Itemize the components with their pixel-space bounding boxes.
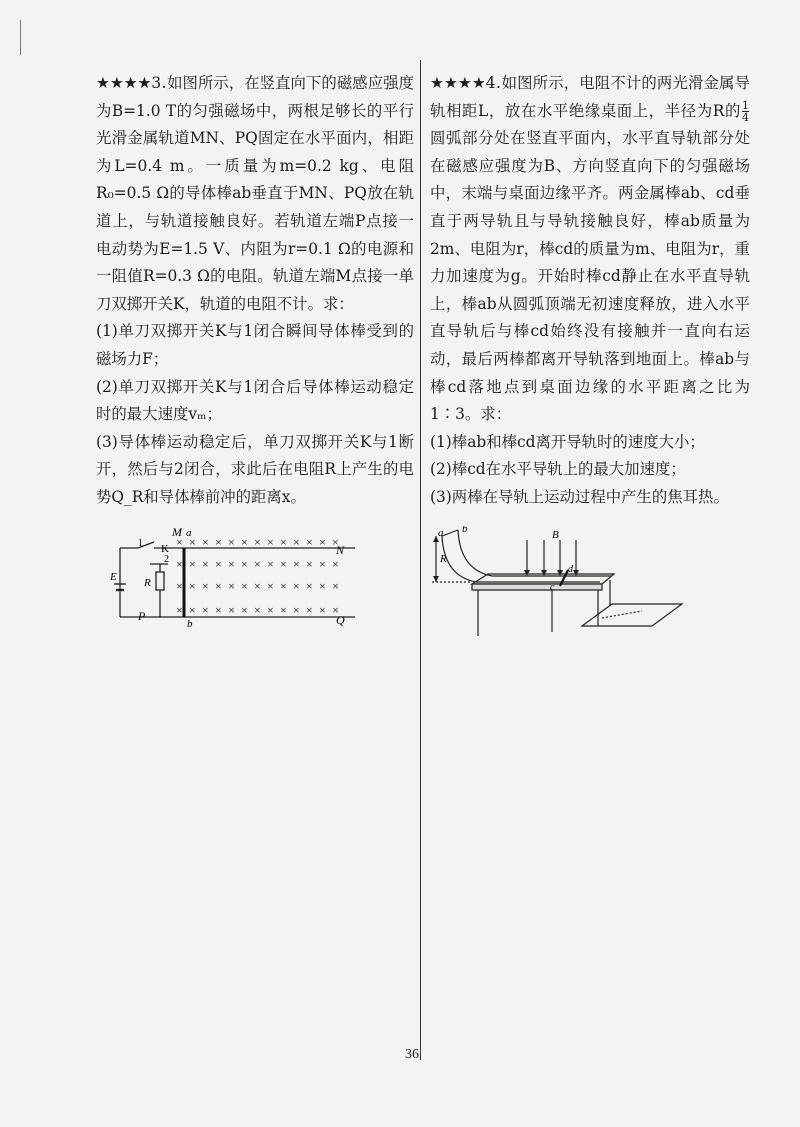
- field-cross: ×: [319, 534, 326, 549]
- scan-mark: [20, 20, 21, 55]
- field-cross: ×: [280, 602, 287, 617]
- field-cross: ×: [202, 578, 209, 593]
- label-2: 2: [164, 553, 169, 565]
- label-E: E: [110, 570, 117, 583]
- field-cross: ×: [267, 578, 274, 593]
- field-cross: ×: [215, 578, 222, 593]
- field-cross: ×: [202, 602, 209, 617]
- field-cross: ×: [319, 556, 326, 571]
- column-divider: [420, 60, 421, 1060]
- field-cross: ×: [293, 602, 300, 617]
- label-a: a: [438, 526, 444, 539]
- problem-4-question-2: (2)棒cd在水平导轨上的最大加速度；: [430, 460, 686, 479]
- field-cross: ×: [189, 556, 196, 571]
- field-cross: ×: [267, 534, 274, 549]
- label-c: c: [550, 581, 555, 593]
- problem-4-statement: [430, 70, 750, 429]
- field-cross: ×: [189, 578, 196, 593]
- label-R: R: [440, 552, 447, 565]
- label-K: K: [161, 542, 169, 555]
- problem-4-apparatus-figure: [432, 526, 692, 646]
- field-cross: ×: [332, 556, 339, 571]
- field-cross: ×: [267, 602, 274, 617]
- problem-4-question-1: (1)棒ab和棒cd离开导轨时的速度大小；: [430, 432, 705, 451]
- problem-3-circuit-figure: [110, 522, 370, 637]
- label-M: M: [172, 524, 182, 539]
- label-d: d: [568, 563, 573, 575]
- problem-3-question-1: (1)单刀双掷开关K与1闭合瞬间导体棒受到的磁场力F；: [96, 322, 414, 368]
- problem-3: [96, 70, 414, 641]
- problem-4: [430, 70, 750, 650]
- problem-4-text-part1: 如图所示，电阻不计的两光滑金属导轨相距L，放在水平绝缘桌面上，半径为R的: [430, 74, 750, 120]
- problem-3-statement: [96, 70, 414, 318]
- difficulty-stars: ★★★★: [430, 74, 486, 92]
- label-Q: Q: [336, 612, 345, 627]
- field-cross: ×: [293, 534, 300, 549]
- field-cross: ×: [241, 534, 248, 549]
- problem-3-text: 如图所示，在竖直向下的磁感应强度为B=1.0 T的匀强磁场中，两根足够长的平行光滑金属轨道MN、PQ固定在水平面内，相距为L=0.4 m。一质量为m=0.2 kg、电阻R₀=0.5 Ω的导体棒ab垂直于MN、PQ放在轨道上，与轨道接触良好。若轨道左端P点接一电动势为E=1.5 V、内阻为r=0.1 Ω的电源和一阻值R=0.3 Ω的电阻。轨道左端M点接一单刀双掷开关K，轨道的电阻不计。求：: [96, 74, 414, 313]
- field-cross: ×: [202, 556, 209, 571]
- problem-4-question-3: (3)两棒在导轨上运动过程中产生的焦耳热。: [430, 487, 729, 506]
- page-number: 36: [405, 1047, 419, 1062]
- field-cross: ×: [306, 556, 313, 571]
- field-cross: ×: [215, 534, 222, 549]
- problem-3-question-2: (2)单刀双掷开关K与1闭合后导体棒运动稳定时的最大速度vₘ；: [96, 377, 414, 424]
- field-cross: ×: [280, 534, 287, 549]
- label-a: a: [186, 526, 192, 539]
- problem-4-text-part2: 圆弧部分处在竖直平面内，水平直导轨部分处在磁感应强度为B、方向竖直向下的匀强磁场中，末端与桌面边缘平齐。两金属棒ab、cd垂直于两导轨且与导轨接触良好，棒ab质量为2m、电阻为r，棒cd的质量为m、电阻为r，重力加速度为g。开始时棒cd静止在水平直导轨上，棒ab从圆弧顶端无初速度释放，进入水平直导轨后与棒cd始终没有接触并一直向右运动，最后两棒都离开导轨落到地面上。棒ab与棒cd落地点到桌面边缘的水平距离之比为1∶3。求：: [430, 129, 750, 424]
- field-cross: ×: [293, 556, 300, 571]
- fraction-numerator: 1: [742, 99, 749, 113]
- label-R: R: [144, 576, 151, 589]
- field-cross: ×: [254, 556, 261, 571]
- quarter-fraction: [742, 100, 749, 123]
- field-cross: ×: [280, 556, 287, 571]
- field-cross: ×: [332, 578, 339, 593]
- field-cross: ×: [215, 556, 222, 571]
- field-cross: ×: [306, 578, 313, 593]
- label-b: b: [187, 617, 193, 630]
- field-cross: ×: [254, 534, 261, 549]
- field-cross: ×: [332, 534, 339, 549]
- field-cross: ×: [228, 556, 235, 571]
- field-cross: ×: [241, 556, 248, 571]
- field-cross: ×: [189, 602, 196, 617]
- field-cross: ×: [202, 534, 209, 549]
- field-cross: ×: [241, 602, 248, 617]
- field-cross: ×: [228, 534, 235, 549]
- field-cross: ×: [215, 602, 222, 617]
- label-P: P: [138, 608, 146, 623]
- field-cross: ×: [254, 578, 261, 593]
- field-cross: ×: [332, 602, 339, 617]
- field-cross: ×: [280, 578, 287, 593]
- field-cross: ×: [319, 578, 326, 593]
- field-cross: ×: [176, 602, 183, 617]
- field-cross: ×: [254, 602, 261, 617]
- label-B: B: [552, 528, 559, 541]
- magnetic-field-crosses: [176, 535, 339, 617]
- field-cross: ×: [267, 556, 274, 571]
- label-N: N: [336, 542, 345, 557]
- field-cross: ×: [319, 602, 326, 617]
- problem-number: 4.: [485, 74, 502, 92]
- field-cross: ×: [189, 534, 196, 549]
- label-b: b: [462, 525, 468, 535]
- difficulty-stars: ★★★★: [96, 74, 152, 92]
- field-cross: ×: [293, 578, 300, 593]
- field-cross: ×: [176, 556, 183, 571]
- field-cross: ×: [241, 578, 248, 593]
- field-cross: ×: [176, 534, 183, 549]
- label-1: 1: [138, 537, 143, 549]
- field-cross: ×: [306, 534, 313, 549]
- fraction-denominator: 4: [742, 111, 749, 125]
- field-cross: ×: [228, 602, 235, 617]
- problem-number: 3.: [151, 74, 168, 92]
- field-cross: ×: [228, 578, 235, 593]
- field-cross: ×: [306, 602, 313, 617]
- problem-3-question-3: (3)导体棒运动稳定后，单刀双掷开关K与1断开，然后与2闭合，求此后在电阻R上产生的电势Q_R和导体棒前冲的距离x。: [96, 432, 414, 506]
- field-cross: ×: [176, 578, 183, 593]
